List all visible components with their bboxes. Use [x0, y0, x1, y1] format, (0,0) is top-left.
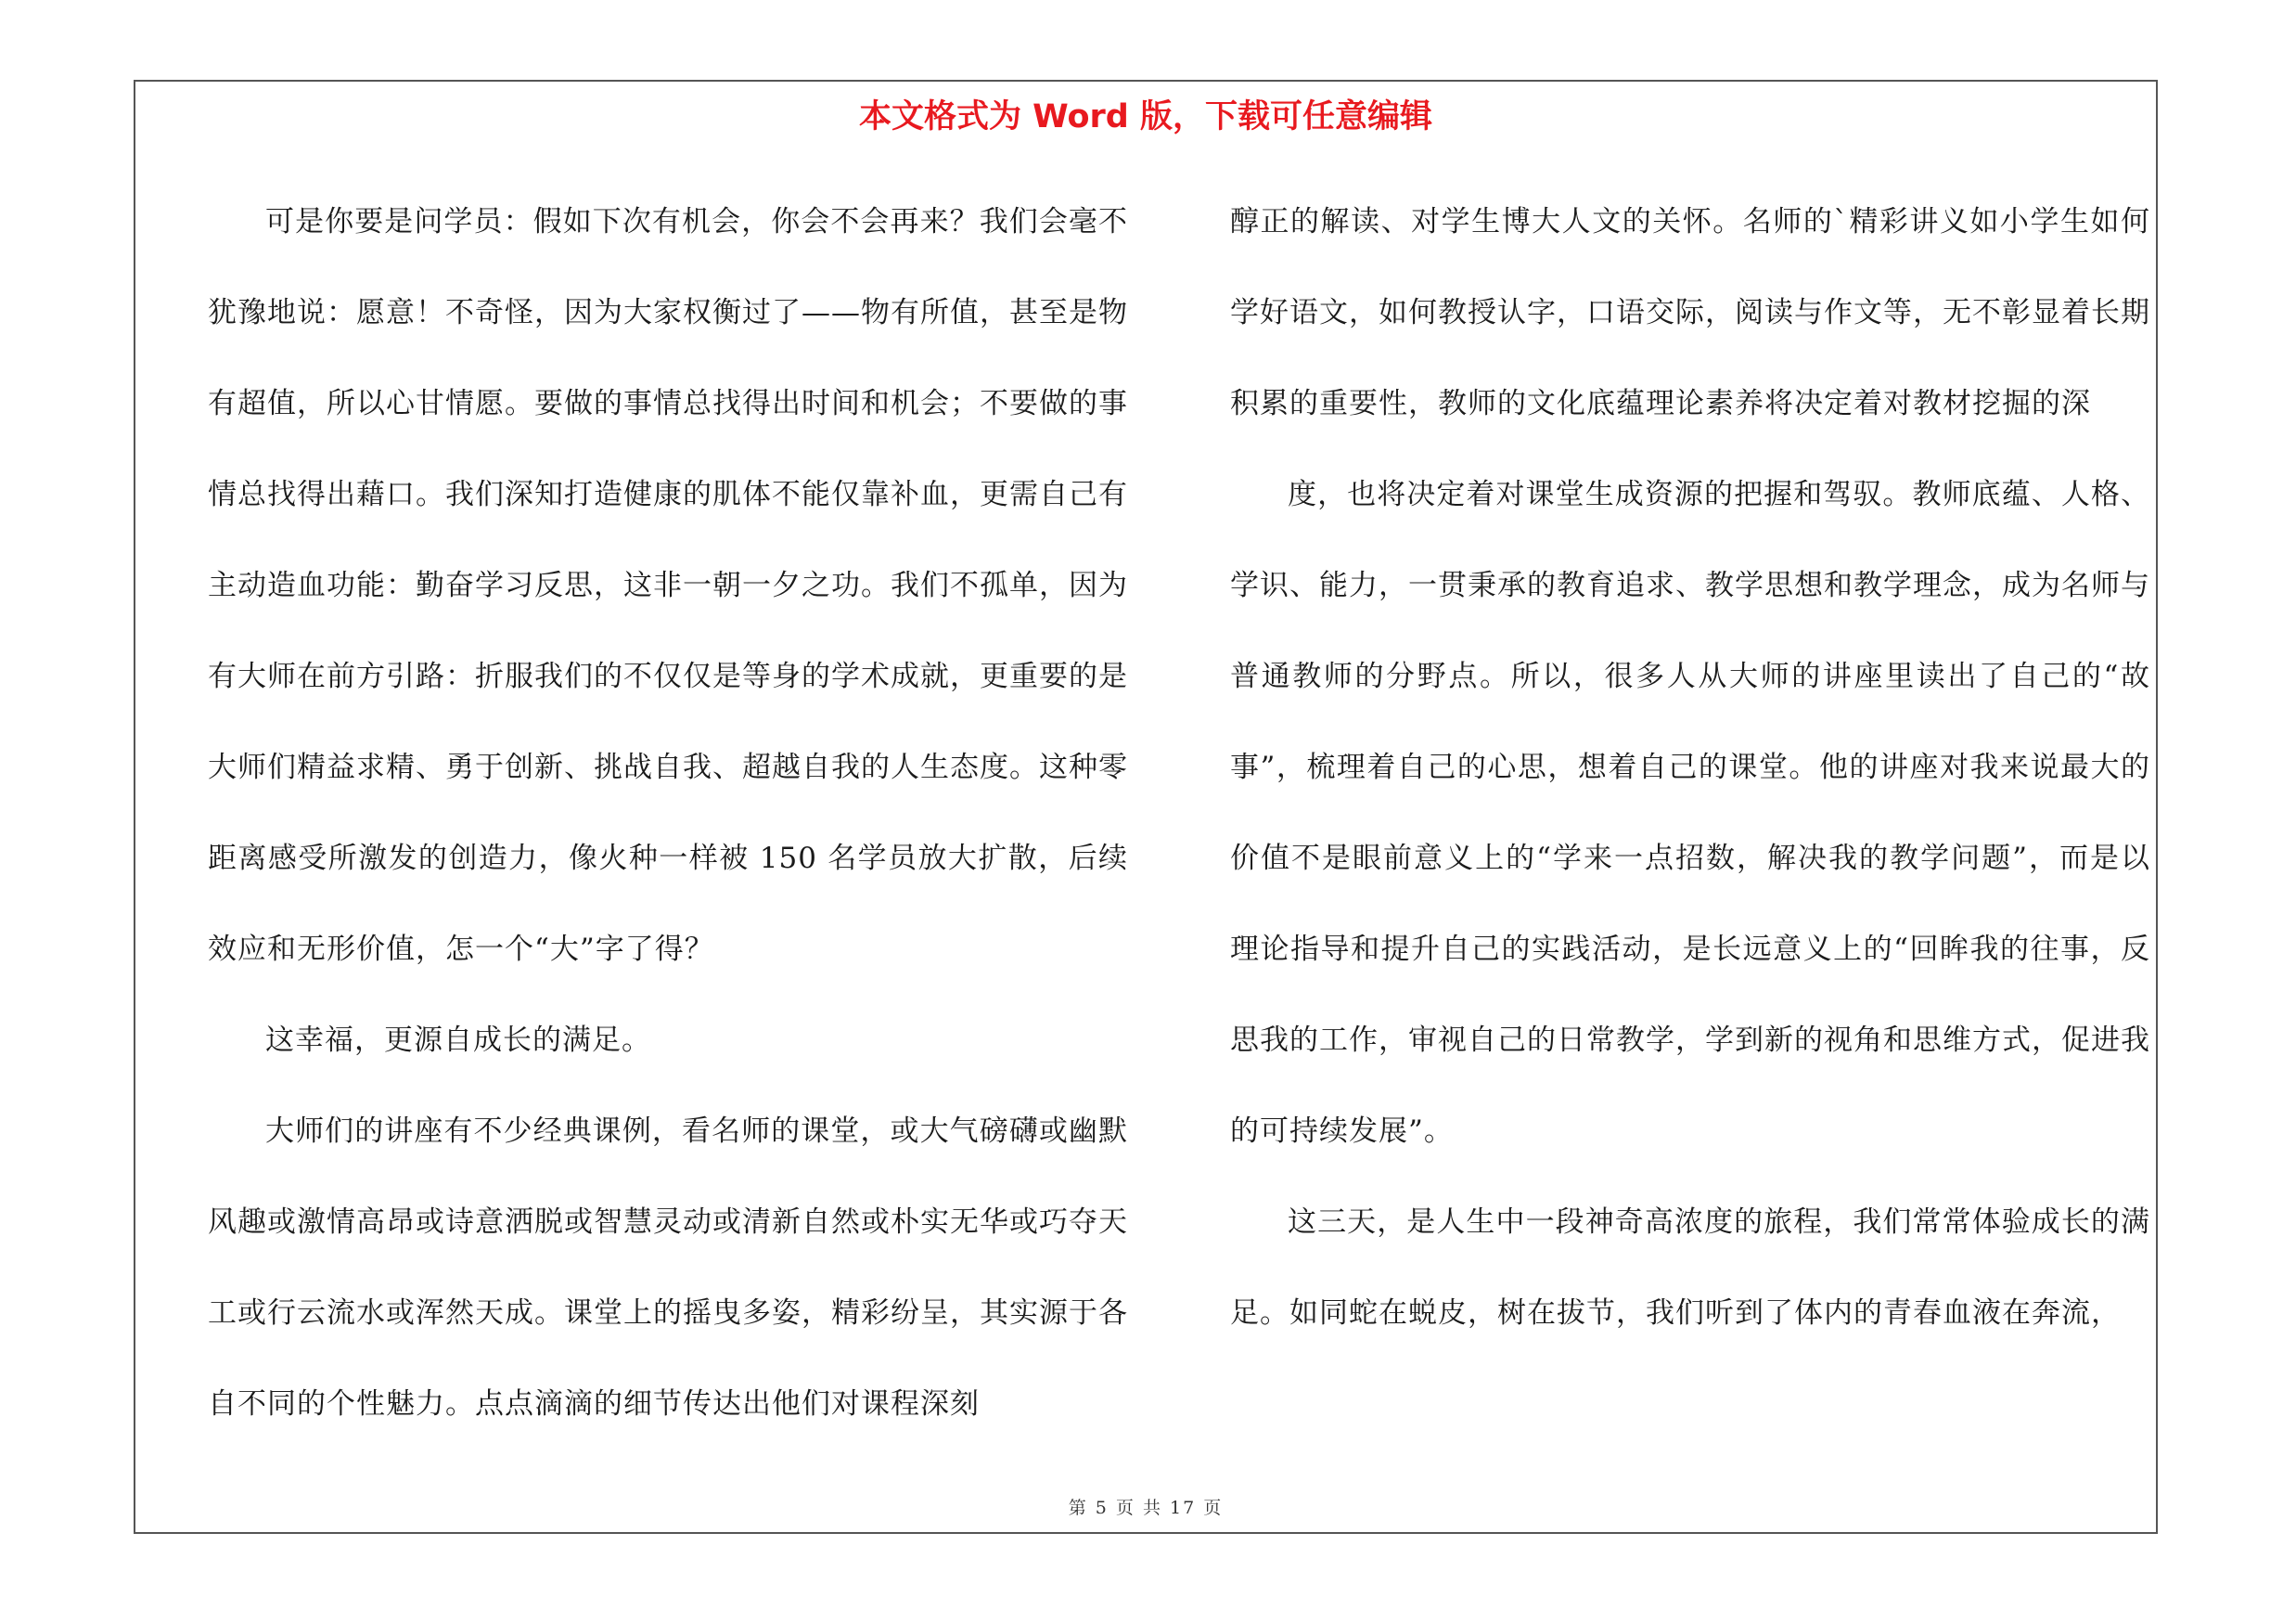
paragraph: 可是你要是问学员：假如下次有机会，你会不会再来？我们会毫不犹豫地说：愿意！不奇怪，因为大家权衡过了——物有所值，甚至是物有超值，所以心甘情愿。要做的事情总找得出时间和机会；不要做的事情总找得出藉口。我们深知打造健康的肌体不能仅靠补血，更需自己有主动造血功能：勤奋学习反思，这非一朝一夕之功。我们不孤单，因为有大师在前方引路：折服我们的不仅仅是等身的学术成就，更重要的是大师们精益求精、勇于创新、挑战自我、超越自我的人生态度。这种零距离感受所激发的创造力，像火种一样被 150 名学员放大扩散，后续效应和无形价值，怎一个“大”字了得？: [208, 205, 1128, 966]
paragraph: 这幸福，更源自成长的满足。: [265, 1024, 651, 1057]
paragraph: 度，也将决定着对课堂生成资源的把握和驾驭。教师底蕴、人格、学识、能力，一贯秉承的教育追求、教学思想和教学理念，成为名师与普通教师的分野点。所以，很多人从大师的讲座里读出了自己的“故事”，梳理着自己的心思，想着自己的课堂。他的讲座对我来说最大的价值不是眼前意义上的“学来一点招数，解决我的教学问题”，而是以理论指导和提升自己的实践活动，是长远意义上的“回眸我的往事，反思我的工作，审视自己的日常教学，学到新的视角和思维方式，促进我的可持续发展”。: [1230, 478, 2150, 1148]
page-number-footer: 第 5 页 共 17 页: [1068, 1498, 1224, 1518]
paragraph: 醇正的解读、对学生博大人文的关怀。名师的`精彩讲义如小学生如何学好语文，如何教授认字，口语交际，阅读与作文等，无不彰显着长期积累的重要性，教师的文化底蕴理论素养将决定着对教材挖掘的深: [1230, 205, 2150, 420]
page-frame: [134, 80, 2158, 1534]
left-column: [208, 176, 1128, 1449]
paragraph: 这三天，是人生中一段神奇高浓度的旅程，我们常常体验成长的满足。如同蛇在蜕皮，树在拔节，我们听到了体内的青春血液在奔流，: [1230, 1205, 2150, 1330]
format-banner: 本文格式为 Word 版，下载可任意编辑: [858, 98, 1433, 135]
right-column: [1230, 176, 2150, 1359]
paragraph: 大师们的讲座有不少经典课例，看名师的课堂，或大气磅礴或幽默风趣或激情高昂或诗意洒脱或智慧灵动或清新自然或朴实无华或巧夺天工或行云流水或浑然天成。课堂上的摇曳多姿，精彩纷呈，其实源于各自不同的个性魅力。点点滴滴的细节传达出他们对课程深刻: [208, 1114, 1128, 1421]
